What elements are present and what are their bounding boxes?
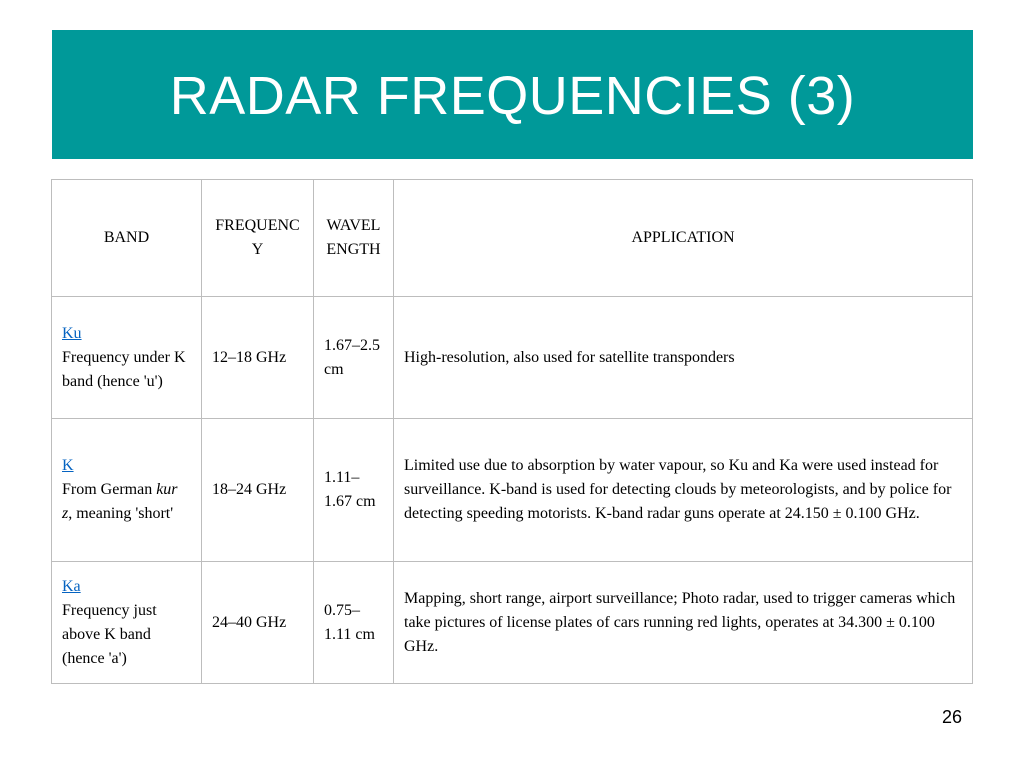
band-desc-prefix: From German — [62, 481, 157, 498]
slide-number: 26 — [941, 707, 962, 727]
title-bar — [52, 30, 973, 159]
frequency-cell: 12–18 GHz — [202, 297, 314, 419]
application-cell: Limited use due to absorption by water vapour, so Ku and Ka were used instead for surveillance. K-band is used for detecting clouds by meteorologists, and by police for detecting speeding motorists. K-band radar guns operate at 24.150 ± 0.100 GHz. — [394, 419, 973, 562]
table-header-row — [52, 180, 973, 297]
wavelength-cell: 1.67–2.5 cm — [314, 297, 394, 419]
band-link-ku[interactable]: Ku — [62, 324, 82, 342]
band-description: Frequency under K band (hence 'u') — [62, 348, 186, 390]
band-cell — [52, 562, 202, 684]
band-desc-italic: kur z — [62, 481, 178, 522]
radar-frequency-table — [51, 179, 973, 684]
band-description — [62, 478, 191, 526]
band-link-ka[interactable]: Ka — [62, 577, 81, 595]
application-cell: High-resolution, also used for satellite transponders — [394, 297, 973, 419]
wavelength-cell: 0.75–1.11 cm — [314, 562, 394, 684]
frequency-cell: 18–24 GHz — [202, 419, 314, 562]
slide-title: RADAR FREQUENCIES (3) — [169, 65, 856, 126]
band-cell — [52, 419, 202, 562]
wavelength-cell: 1.11–1.67 cm — [314, 419, 394, 562]
header-wavelength: WAVELENGTH — [314, 180, 394, 297]
header-frequency: FREQUENCY — [202, 180, 314, 297]
band-cell — [52, 297, 202, 419]
band-description: Frequency just above K band (hence 'a') — [62, 601, 157, 667]
application-cell: Mapping, short range, airport surveillance; Photo radar, used to trigger cameras which take pictures of license plates of cars running red lights, operates at 34.300 ± 0.100 GHz. — [394, 562, 973, 684]
frequency-cell: 24–40 GHz — [202, 562, 314, 684]
table-row — [52, 562, 973, 684]
band-link-k[interactable]: K — [62, 457, 74, 474]
band-desc-suffix: , meaning 'short' — [68, 505, 174, 522]
table-row — [52, 297, 973, 419]
header-application: APPLICATION — [394, 180, 973, 297]
table-row — [52, 419, 973, 562]
header-band: BAND — [52, 180, 202, 297]
